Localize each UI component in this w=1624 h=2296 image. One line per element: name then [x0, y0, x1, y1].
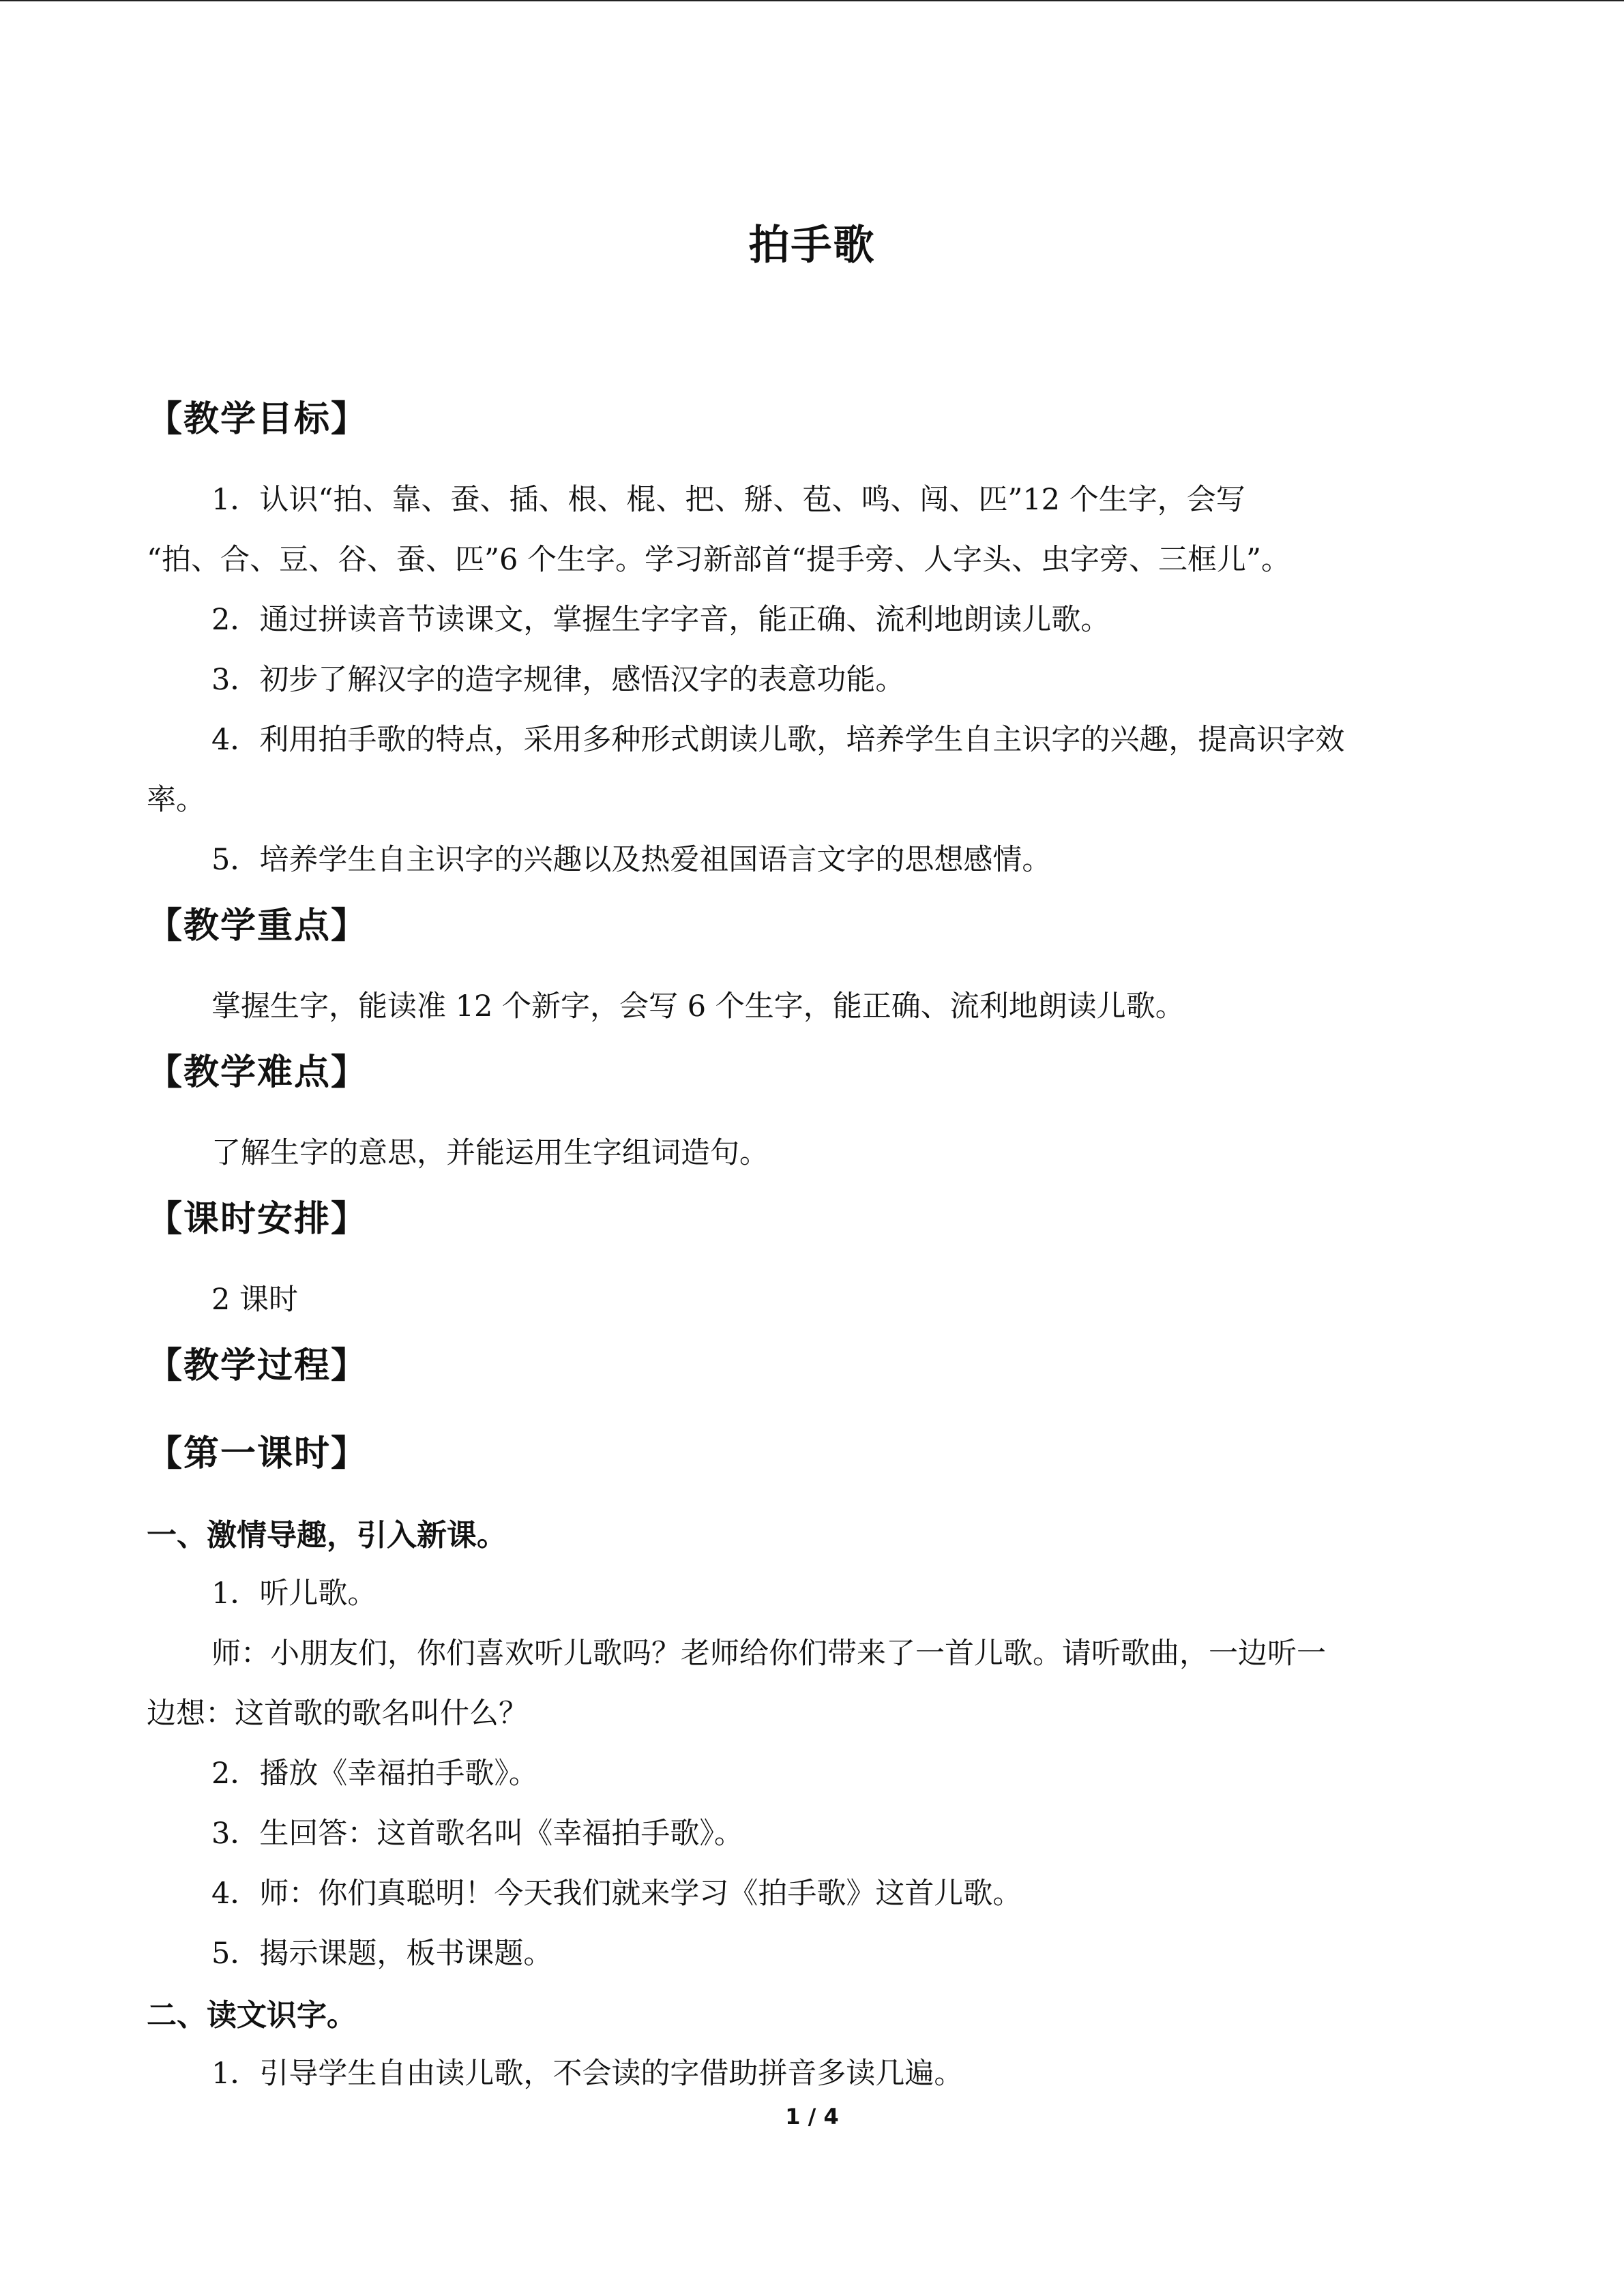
difficulties-heading: 【教学难点】: [147, 1052, 368, 1093]
section-1-step-5: 5．揭示课题，板书课题。: [211, 1937, 553, 1971]
goal-item-4-line-1: 4．利用拍手歌的特点，采用多种形式朗读儿歌，培养学生自主识字的兴趣，提高识字效: [211, 723, 1345, 757]
section-1-step-1: 1．听儿歌。: [211, 1577, 377, 1611]
schedule-text: 2 课时: [211, 1283, 299, 1317]
section-1-step-3: 3．生回答：这首歌名叫《幸福拍手歌》。: [211, 1817, 743, 1851]
goal-item-3: 3．初步了解汉字的造字规律，感悟汉字的表意功能。: [211, 663, 905, 697]
section-2-title: 二、读文识字。: [147, 1998, 357, 2033]
section-1-teacher-line-1: 师：小朋友们，你们喜欢听儿歌吗？老师给你们带来了一首儿歌。请听歌曲，一边听一: [211, 1637, 1326, 1671]
goal-item-1-line-1: 1．认识“拍、靠、蚕、插、根、棍、把、掰、苞、鸣、闯、匹”12 个生字，会写: [211, 483, 1245, 517]
section-2-step-1: 1．引导学生自由读儿歌，不会读的字借助拼音多读几遍。: [211, 2057, 964, 2091]
goals-heading: 【教学目标】: [147, 399, 368, 440]
lesson-1-heading: 【第一课时】: [147, 1433, 368, 1474]
section-1-title: 一、激情导趣，引入新课。: [147, 1518, 507, 1553]
goal-item-2: 2．通过拼读音节读课文，掌握生字字音，能正确、流利地朗读儿歌。: [211, 603, 1110, 637]
schedule-heading: 【课时安排】: [147, 1199, 368, 1240]
key-points-text: 掌握生字，能读准 12 个新字，会写 6 个生字，能正确、流利地朗读儿歌。: [211, 989, 1185, 1024]
page-title: 拍手歌: [748, 222, 876, 269]
goal-item-5: 5．培养学生自主识字的兴趣以及热爱祖国语言文字的思想感情。: [211, 843, 1052, 877]
key-points-heading: 【教学重点】: [147, 906, 368, 946]
goal-item-1-line-2: “拍、合、豆、谷、蚕、匹”6 个生字。学习新部首“提手旁、人字头、虫字旁、三框儿”。: [147, 543, 1290, 577]
section-1-step-4: 4．师：你们真聪明！今天我们就来学习《拍手歌》这首儿歌。: [211, 1877, 1022, 1911]
section-1-teacher-line-2: 边想：这首歌的歌名叫什么？: [147, 1697, 528, 1731]
process-heading: 【教学过程】: [147, 1345, 368, 1386]
difficulties-text: 了解生字的意思，并能运用生字组词造句。: [211, 1136, 769, 1170]
page-number: 1 / 4: [785, 2104, 839, 2130]
goal-item-4-line-2: 率。: [147, 783, 205, 817]
section-1-step-2: 2．播放《幸福拍手歌》。: [211, 1757, 538, 1791]
